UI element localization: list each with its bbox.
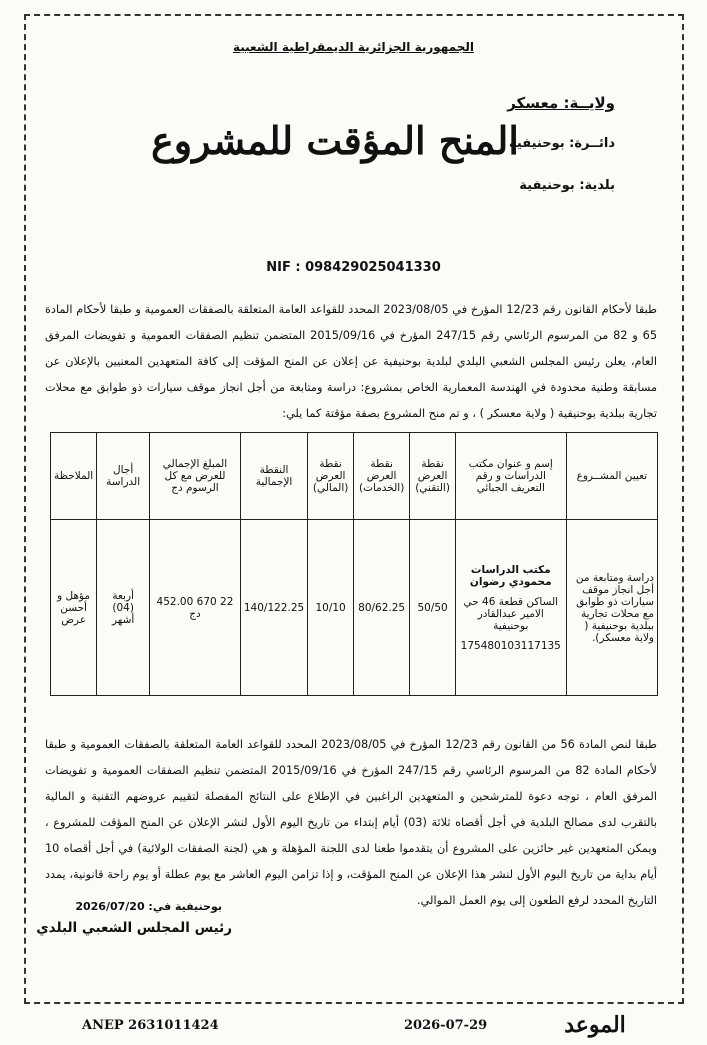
header-financial: نقطة العرض (المالي) [308, 433, 354, 520]
header-office: إسم و عنوان مكتب الدراسات و رقم التعريف الجبائي [455, 433, 566, 520]
cell-duration: أربعة (04) أشهر [97, 520, 150, 696]
closing-paragraph: طبقا لنص المادة 56 من القانون رقم 12/23 المؤرخ في 2023/08/05 المحدد للقواعد العامة المتعلقة بالصفقات العمومية و طبقا لأحكام المادة 82 من المرسوم الرئاسي رقم 247/15 المؤرخ في 2015/09/16 المتضمن تنظيم الصفقات العمومية و تفويضات المرفق العام ، توجه دعوة للمترشحين و المتعهدين الراغبين في الإطلاع على النتائج المفصلة لتقييم عروضهم التقنية و المالية بالتقرب لدى مصالح البلدية في أجل أقصاه ثلاثة (03) أيام إبتداء من تاريخ اليوم الأول لنشر الإعلان عن المنح المؤقت للمشروع ، ويمكن المتعهدين غير حائزين على المشروع أن يتقدموا طعنا لدى اللجنة المؤهلة و هي (لجنة الصفقات الولائية) في أجل أقصاه 10 أيام بداية من تاريخ اليوم الأول لنشر هذا الإعلان عن المنح المؤقت، و إذا تزامن اليوم العاشر مع يوم عطلة أو يوم راحة قانونية، يمدد التاريخ المحدد لرفع الطعون إلى يوم العمل الموالي. [45, 738, 658, 907]
cell-technical: 50/50 [410, 520, 456, 696]
daira-label: دائــرة: بوحنيفية [509, 136, 615, 151]
table-row [51, 520, 658, 696]
cell-note: مؤهل و أحسن عرض [51, 520, 97, 696]
baladia-label: بلدية: بوحنيفية [519, 178, 615, 193]
header-services: نقطة العرض (الخدمات) [354, 433, 410, 520]
office-nif: 175480103117135 [460, 639, 561, 652]
header-total: النقطة الإجمالية [240, 433, 307, 520]
republic-heading: الجمهورية الجزائرية الديمقراطية الشعبية [232, 40, 475, 54]
award-table [50, 432, 658, 696]
header-amount: المبلغ الإجمالي للعرض مع كل الرسوم دج [150, 433, 241, 520]
cell-office [455, 520, 566, 696]
newspaper-logo [535, 1006, 655, 1040]
newspaper-logo-text: الموعد [564, 1012, 626, 1038]
cell-project: دراسة ومتابعة من أجل انجاز موقف سيارات ذو طوابق مع محلات تجارية ببلدية بوحنيفية ( ولاية معسكر). [566, 520, 657, 696]
office-address: الساكن قطعة 46 حي الامير عبدالقادر بوحنيفية [463, 595, 559, 632]
intro-paragraph: طبقا لأحكام القانون رقم 12/23 المؤرخ في 2023/08/05 المحدد للقواعد العامة المتعلقة بالصفقات العمومية و طبقا لأحكام المادة 65 و 82 من المرسوم الرئاسي رقم 247/15 المؤرخ في 2015/09/16 المتضمن تنظيم الصفقات العمومية و تفويضات المرفق العام، يعلن رئيس المجلس الشعبي البلدي لبلدية بوحنيفية عن إعلان عن المنح المؤقت إلى كافة المتعهدين المعنيين بالإعلان عن مسابقة وطنية محدودة في الهندسة المعمارية الخاص بمشروع: دراسة ومتابعة من أجل انجاز موقف سيارات ذو طوابق مع محلات تجارية ببلدية بوحنيفية ( ولاية معسكر ) ، و تم منح المشروع بصفة مؤقتة كما يلي: [45, 303, 658, 420]
document-title: المنح المؤقت للمشروع [151, 118, 519, 163]
cell-total: 140/122.25 [240, 520, 307, 696]
publication-date: 2026-07-29 [404, 1018, 488, 1033]
anep-reference: ANEP 2631011424 [82, 1018, 219, 1033]
table-header-row [51, 433, 658, 520]
cell-services: 80/62.25 [354, 520, 410, 696]
signature-title: رئيس المجلس الشعبي البلدي [36, 920, 232, 936]
nif-number: NIF : 098429025041330 [266, 260, 441, 275]
header-technical: نقطة العرض (التقني) [410, 433, 456, 520]
wilaya-label: ولايــة: معسكر [507, 94, 615, 112]
header-duration: أجال الدراسة [97, 433, 150, 520]
header-project: تعيين المشــروع [566, 433, 657, 520]
office-name: مكتب الدراسات محمودي رضوان [469, 563, 552, 588]
cell-amount: 22 670 452.00 دج [150, 520, 241, 696]
header-note: الملاحظة [51, 433, 97, 520]
signature-date: بوحنيفية في: 2026/07/20 [75, 900, 222, 913]
cell-financial: 10/10 [308, 520, 354, 696]
